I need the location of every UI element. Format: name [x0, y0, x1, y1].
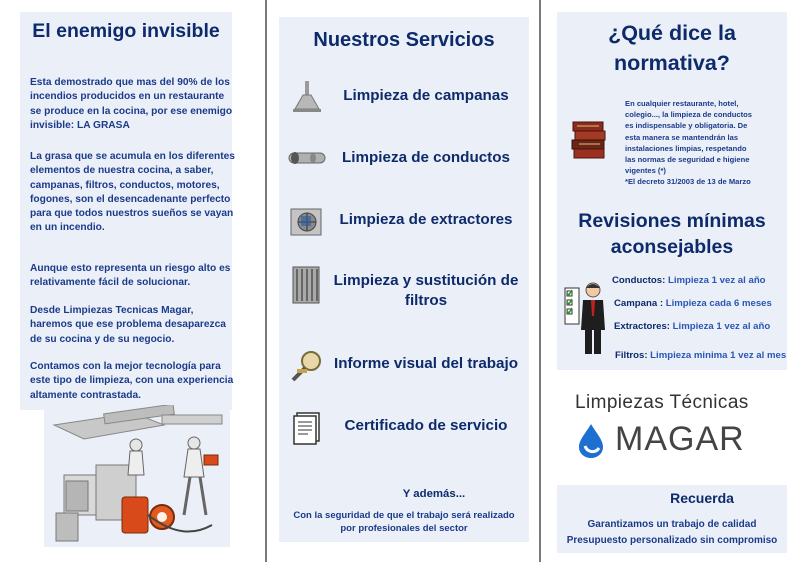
seguridad-line: por profesionales del sector [340, 523, 468, 534]
ademas-label: Y además... [402, 488, 466, 500]
normativa-line: colegio..., la limpieza de conductos [625, 110, 753, 120]
normativa-title [557, 18, 787, 78]
revision-value: Limpieza minima 1 vez al mes [647, 350, 787, 361]
paragraph: Desde Limpiezas Tecnicas Magar, haremos que ese problema desaparezca de su cocina y de su negocio. [30, 305, 226, 345]
document-icon [287, 409, 327, 449]
service-label: Certificado de servicio [344, 417, 508, 434]
revision-item [614, 321, 770, 332]
normativa-line: las normas de seguridad e higiene [625, 155, 750, 165]
revision-value: Limpieza 1 vez al año [670, 321, 771, 332]
hood-icon [287, 79, 327, 119]
panel2-title: Nuestros Servicios [313, 29, 495, 51]
fold-divider-right [539, 0, 541, 562]
revision-label: Extractores: [614, 321, 670, 332]
normativa-line: es indispensable y obligatoria. De [625, 121, 748, 131]
service-label: Limpieza y sustitución de filtros [333, 272, 519, 309]
normativa-line: En cualquier restaurante, hotel, [625, 99, 739, 108]
revision-label: Filtros: [615, 350, 648, 361]
normativa-line: instalaciones limpias, respetando [625, 143, 747, 153]
revision-label: Conductos: [612, 275, 666, 286]
panel-enemigo-invisible [20, 12, 235, 410]
seguridad-line: Con la seguridad de que el trabajo será realizado [293, 510, 515, 521]
kitchen-cleaning-illustration [44, 405, 230, 547]
paragraph: La grasa que se acumula en los diferentes elementos de nuestra cocina, a saber, campanas, filtros, conductos, motores, fogones, son el desencadenante perfecto para que todos nuestros sueños se vayan en un incendio. [30, 151, 235, 234]
paragraph: Aunque esto representa un riesgo alto es relativamente fácil de solucionar. [30, 263, 231, 289]
revision-value: Limpieza 1 vez al año [665, 275, 766, 286]
seguridad-text [279, 509, 529, 535]
revisiones-title-line: Revisiones mínimas [578, 210, 766, 232]
revision-item [614, 298, 772, 309]
normativa-line: *El decreto 31/2003 de 13 de Marzo [625, 177, 751, 187]
extractor-icon [287, 203, 327, 243]
revision-item [615, 350, 786, 361]
recuerda-line: Garantizamos un trabajo de calidad [587, 519, 757, 530]
normativa-title-line: normativa? [614, 51, 730, 75]
revision-value: Limpieza cada 6 meses [663, 298, 772, 309]
service-item [279, 141, 529, 191]
service-item [279, 203, 529, 253]
service-label: Limpieza de campanas [343, 87, 509, 104]
paragraph: Contamos con la mejor tecnología para este tipo de limpieza, con una experiencia altamente contrastada. [30, 361, 234, 401]
fold-divider-left [265, 0, 267, 562]
company-logo [557, 380, 787, 470]
recuerda-line: Presupuesto personalizado sin compromiso [566, 535, 778, 546]
service-item [279, 347, 529, 397]
duct-icon [287, 141, 327, 181]
filter-icon [287, 265, 327, 305]
normativa-title-line: ¿Qué dice la [608, 21, 736, 45]
service-item [279, 263, 529, 313]
logo-line1: Limpiezas Técnicas [575, 392, 749, 413]
revisiones-title-line: aconsejables [610, 236, 734, 258]
service-label: Limpieza de extractores [339, 211, 513, 228]
normativa-text [625, 98, 785, 188]
service-label: Informe visual del trabajo [334, 355, 518, 372]
businessman-checklist-icon [563, 280, 611, 360]
panel1-title: El enemigo invisible [32, 20, 220, 42]
normativa-line: vigentes (*) [625, 166, 666, 176]
magnifier-icon [287, 347, 327, 387]
revision-label: Campana : [614, 298, 664, 309]
revisiones-title [557, 208, 787, 260]
books-icon [569, 116, 609, 166]
service-label: Limpieza de conductos [342, 149, 510, 166]
paragraph: Esta demostrado que mas del 90% de los incendios producidos en un restaurante se produce en la cocina, por ese enemigo invisible: LA GRASA [30, 77, 233, 131]
normativa-line: esta manera se mantendrán las [625, 132, 739, 142]
panel-servicios [279, 17, 529, 542]
service-item [279, 79, 529, 129]
revision-item [612, 275, 766, 286]
recuerda-title: Recuerda [670, 490, 734, 506]
recuerda-box [557, 485, 787, 553]
panel-normativa [557, 12, 787, 370]
logo-line2: MAGAR [615, 420, 745, 458]
service-item [279, 409, 529, 459]
water-drop-icon [575, 422, 607, 460]
